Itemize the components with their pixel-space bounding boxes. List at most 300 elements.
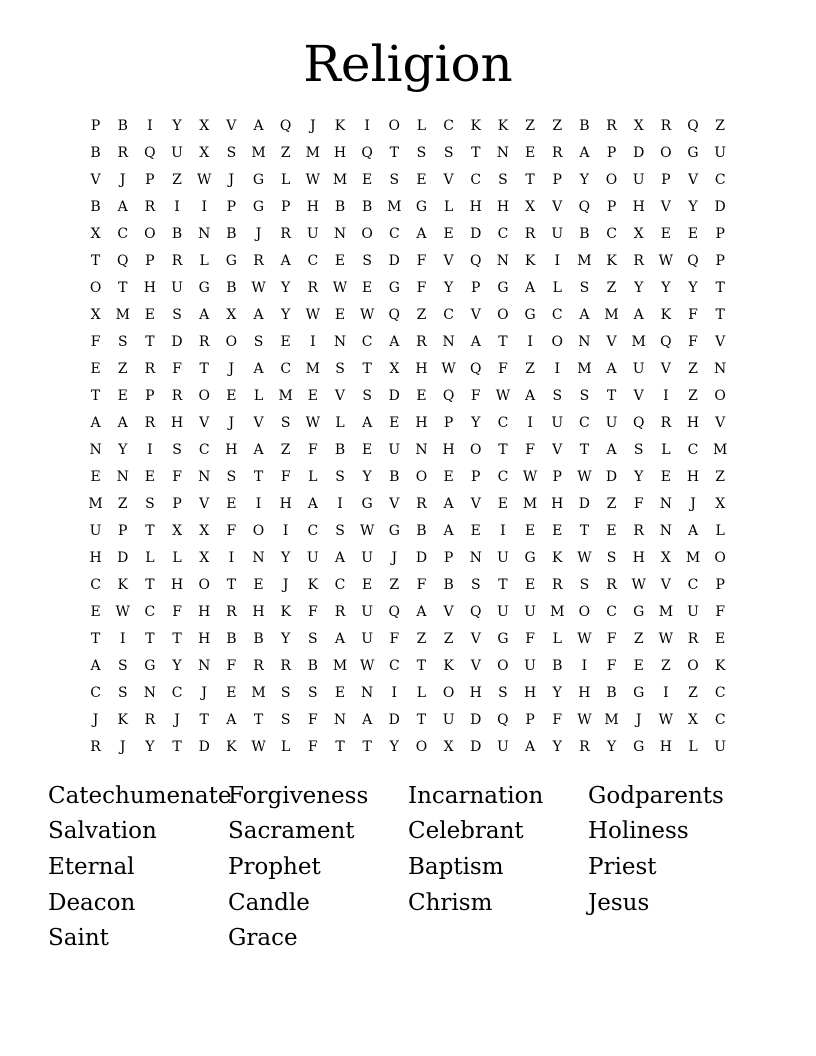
grid-cell: T: [90, 252, 101, 269]
grid-cell: G: [252, 198, 265, 215]
grid-cell: X: [199, 144, 210, 161]
grid-cell: H: [415, 360, 428, 377]
grid-cell: V: [660, 198, 671, 215]
grid-cell: F: [226, 657, 237, 674]
grid-cell: M: [332, 657, 348, 674]
grid-cell: I: [174, 198, 180, 215]
grid-cell: J: [228, 360, 235, 377]
grid-cell: U: [306, 549, 319, 566]
grid-cell: Q: [632, 414, 645, 431]
grid-cell: T: [90, 387, 101, 404]
grid-cell: O: [415, 738, 428, 755]
grid-cell: A: [226, 711, 237, 728]
grid-cell: F: [416, 279, 427, 296]
grid-cell: L: [715, 522, 725, 539]
grid-cell: V: [226, 117, 237, 134]
grid-cell: A: [633, 306, 644, 323]
grid-cell: M: [713, 441, 728, 458]
grid-cell: S: [606, 549, 617, 566]
grid-cell: S: [280, 711, 291, 728]
grid-cell: T: [199, 711, 209, 728]
grid-cell: G: [252, 171, 265, 188]
grid-row: [82, 598, 734, 625]
grid-cell: F: [172, 360, 182, 377]
grid-cell: A: [334, 549, 346, 566]
grid-cell: P: [172, 495, 182, 512]
grid-cell: I: [201, 198, 207, 215]
grid-cell: T: [172, 738, 182, 755]
grid-cell: B: [171, 225, 183, 242]
grid-cell: A: [579, 144, 590, 161]
grid-cell: F: [90, 333, 101, 350]
grid-cell: M: [251, 684, 266, 701]
grid-cell: O: [252, 522, 265, 539]
grid-cell: C: [171, 684, 183, 701]
grid-cell: K: [497, 117, 509, 134]
grid-cell: G: [198, 279, 210, 296]
grid-cell: J: [282, 576, 289, 593]
word-list-item: Holiness: [588, 818, 689, 845]
grid-cell: R: [551, 144, 563, 161]
grid-cell: E: [226, 387, 237, 404]
grid-cell: F: [525, 630, 535, 647]
grid-cell: F: [226, 522, 237, 539]
grid-cell: N: [714, 360, 727, 377]
grid-cell: V: [443, 171, 454, 188]
grid-cell: P: [525, 711, 535, 728]
grid-cell: B: [226, 225, 237, 242]
grid-cell: F: [606, 657, 617, 674]
grid-cell: T: [606, 387, 617, 404]
grid-cell: R: [144, 711, 156, 728]
grid-cell: Y: [281, 279, 291, 296]
grid-cell: J: [391, 549, 398, 566]
grid-cell: A: [389, 333, 400, 350]
word-list-item: Catechumenate: [48, 782, 232, 809]
grid-cell: S: [308, 684, 318, 701]
grid-cell: E: [334, 252, 346, 269]
grid-cell: R: [524, 225, 536, 242]
word-list-item: Celebrant: [408, 818, 524, 845]
grid-cell: F: [688, 333, 698, 350]
grid-cell: H: [198, 630, 211, 647]
grid-cell: O: [442, 684, 455, 701]
grid-cell: O: [578, 603, 591, 620]
grid-cell: T: [145, 576, 155, 593]
grid-cell: P: [606, 198, 617, 215]
grid-cell: W: [658, 252, 674, 269]
grid-cell: L: [552, 630, 562, 647]
word-list-item: Grace: [228, 925, 298, 952]
grid-cell: P: [226, 198, 237, 215]
grid-cell: Y: [634, 279, 644, 296]
grid-cell: X: [90, 225, 101, 242]
grid-cell: Q: [470, 252, 482, 269]
grid-cell: M: [522, 495, 538, 512]
grid-cell: W: [305, 306, 321, 323]
grid-cell: J: [174, 711, 180, 728]
grid-cell: X: [226, 306, 237, 323]
grid-cell: E: [362, 171, 373, 188]
grid-cell: R: [334, 603, 346, 620]
grid-cell: V: [606, 333, 617, 350]
grid-cell: F: [715, 603, 726, 620]
grid-cell: E: [524, 144, 536, 161]
word-list-item: Priest: [588, 853, 657, 880]
grid-cell: R: [198, 333, 210, 350]
grid-cell: M: [305, 144, 320, 161]
grid-cell: N: [578, 333, 591, 350]
grid-cell: Y: [471, 414, 481, 431]
grid-cell: I: [119, 630, 126, 647]
grid-cell: Z: [280, 144, 291, 161]
grid-cell: F: [688, 306, 698, 323]
grid-cell: T: [253, 711, 264, 728]
grid-cell: U: [306, 225, 319, 242]
grid-cell: U: [497, 738, 509, 755]
grid-cell: U: [497, 549, 509, 566]
grid-cell: K: [606, 252, 617, 269]
grid-cell: F: [172, 603, 182, 620]
grid-cell: D: [388, 387, 400, 404]
grid-cell: I: [337, 495, 343, 512]
grid-cell: H: [686, 468, 700, 485]
grid-cell: X: [715, 495, 726, 512]
word-list-row: [48, 778, 768, 814]
grid-cell: W: [359, 522, 375, 539]
grid-row: [82, 409, 734, 436]
grid-cell: T: [118, 279, 128, 296]
word-list-item: Baptism: [408, 853, 504, 880]
grid-cell: S: [443, 144, 454, 161]
grid-cell: O: [470, 441, 482, 458]
grid-cell: E: [687, 225, 699, 242]
grid-cell: A: [117, 414, 128, 431]
grid-cell: N: [143, 684, 157, 701]
grid-cell: J: [255, 225, 262, 242]
grid-row: [82, 220, 734, 247]
grid-cell: V: [389, 495, 400, 512]
grid-cell: R: [171, 387, 183, 404]
grid-cell: D: [388, 711, 400, 728]
grid-cell: M: [278, 387, 293, 404]
grid-cell: O: [89, 279, 102, 296]
grid-cell: Z: [606, 495, 617, 512]
grid-cell: B: [226, 630, 237, 647]
grid-cell: P: [606, 144, 617, 161]
grid-cell: T: [525, 171, 535, 188]
grid-cell: G: [361, 495, 373, 512]
grid-cell: W: [577, 711, 592, 728]
grid-cell: O: [605, 171, 618, 188]
grid-cell: H: [523, 684, 537, 701]
grid-cell: L: [145, 549, 155, 566]
grid-cell: W: [577, 549, 592, 566]
grid-cell: B: [361, 198, 373, 215]
grid-cell: F: [470, 387, 481, 404]
grid-cell: S: [416, 144, 427, 161]
grid-cell: U: [524, 657, 536, 674]
grid-cell: H: [252, 603, 265, 620]
grid-cell: H: [170, 576, 184, 593]
grid-cell: R: [226, 603, 237, 620]
grid-cell: L: [199, 252, 209, 269]
grid-cell: W: [658, 630, 674, 647]
word-list-item: Deacon: [48, 889, 136, 916]
grid-cell: Z: [172, 171, 182, 188]
grid-cell: N: [116, 468, 129, 485]
grid-cell: N: [89, 441, 102, 458]
grid-cell: P: [552, 171, 562, 188]
grid-cell: A: [525, 279, 536, 296]
grid-cell: W: [658, 711, 674, 728]
word-list: [48, 778, 768, 956]
grid-cell: A: [443, 522, 454, 539]
grid-cell: D: [714, 198, 726, 215]
grid-cell: J: [690, 495, 696, 512]
grid-cell: U: [524, 603, 536, 620]
grid-cell: W: [332, 279, 348, 296]
grid-cell: U: [361, 630, 374, 647]
grid-cell: U: [89, 522, 102, 539]
grid-cell: G: [524, 549, 536, 566]
grid-cell: T: [498, 576, 508, 593]
grid-cell: J: [228, 171, 235, 188]
grid-cell: Q: [660, 333, 672, 350]
grid-cell: C: [90, 684, 101, 701]
grid-cell: I: [228, 549, 235, 566]
grid-cell: R: [280, 225, 291, 242]
grid-cell: U: [171, 144, 183, 161]
grid-cell: I: [554, 252, 560, 269]
grid-cell: X: [90, 306, 101, 323]
grid-cell: I: [554, 360, 560, 377]
grid-row: [82, 328, 734, 355]
grid-cell: O: [660, 144, 672, 161]
grid-cell: E: [660, 468, 671, 485]
grid-cell: O: [144, 225, 156, 242]
grid-cell: P: [118, 522, 128, 539]
grid-cell: Z: [416, 306, 427, 323]
grid-cell: S: [362, 252, 372, 269]
grid-row: [82, 355, 734, 382]
grid-cell: F: [498, 360, 508, 377]
grid-cell: S: [579, 576, 590, 593]
grid-cell: B: [334, 198, 346, 215]
grid-cell: A: [307, 495, 318, 512]
grid-cell: V: [443, 252, 454, 269]
word-list-row: [48, 885, 768, 921]
grid-cell: L: [335, 414, 345, 431]
grid-cell: P: [471, 279, 481, 296]
grid-cell: U: [632, 171, 645, 188]
grid-cell: Y: [661, 279, 671, 296]
word-list-item: Eternal: [48, 853, 135, 880]
word-list-item: Candle: [228, 889, 310, 916]
word-list-item: Prophet: [228, 853, 321, 880]
grid-cell: M: [115, 306, 130, 323]
grid-cell: E: [280, 333, 291, 350]
grid-row: [82, 706, 734, 733]
grid-cell: M: [631, 333, 646, 350]
grid-cell: T: [389, 144, 399, 161]
grid-cell: H: [198, 603, 211, 620]
grid-cell: G: [633, 603, 645, 620]
grid-cell: F: [389, 630, 400, 647]
grid-cell: Q: [144, 144, 156, 161]
grid-cell: I: [282, 522, 289, 539]
grid-cell: S: [498, 684, 508, 701]
grid-cell: M: [251, 144, 266, 161]
grid-cell: Q: [388, 603, 401, 620]
grid-cell: X: [172, 522, 183, 539]
grid-row: [82, 679, 734, 706]
grid-cell: L: [308, 468, 318, 485]
grid-cell: D: [198, 738, 210, 755]
grid-cell: O: [388, 117, 401, 134]
grid-cell: S: [172, 306, 182, 323]
grid-cell: P: [471, 468, 481, 485]
grid-cell: Z: [525, 360, 535, 377]
grid-cell: V: [552, 441, 563, 458]
grid-cell: Y: [118, 441, 128, 458]
grid-cell: W: [305, 414, 321, 431]
grid-cell: R: [633, 522, 644, 539]
grid-cell: B: [579, 117, 590, 134]
grid-cell: T: [145, 333, 155, 350]
grid-cell: A: [280, 252, 291, 269]
grid-cell: V: [687, 171, 699, 188]
grid-cell: X: [199, 117, 210, 134]
grid-cell: C: [579, 414, 590, 431]
grid-cell: A: [362, 414, 373, 431]
grid-cell: S: [117, 657, 128, 674]
grid-cell: S: [389, 171, 400, 188]
grid-cell: O: [225, 333, 238, 350]
grid-cell: L: [661, 441, 671, 458]
grid-cell: V: [470, 495, 481, 512]
grid-cell: Q: [116, 252, 129, 269]
grid-cell: E: [389, 414, 400, 431]
grid-cell: F: [307, 441, 318, 458]
grid-cell: R: [633, 252, 644, 269]
grid-cell: H: [686, 414, 700, 431]
grid-cell: C: [606, 603, 617, 620]
grid-row: [82, 517, 734, 544]
grid-cell: U: [714, 738, 727, 755]
grid-cell: I: [663, 684, 669, 701]
grid-cell: G: [497, 279, 509, 296]
grid-cell: K: [334, 117, 346, 134]
grid-cell: W: [631, 576, 646, 593]
grid-cell: P: [280, 198, 291, 215]
grid-cell: B: [226, 279, 237, 296]
grid-cell: M: [577, 360, 592, 377]
grid-cell: G: [388, 279, 400, 296]
grid-cell: W: [577, 630, 592, 647]
grid-cell: R: [144, 198, 156, 215]
grid-cell: U: [714, 144, 727, 161]
grid-row: [82, 274, 734, 301]
grid-cell: R: [416, 495, 427, 512]
grid-row: [82, 544, 734, 571]
grid-cell: R: [660, 117, 672, 134]
grid-cell: I: [500, 522, 506, 539]
grid-cell: O: [415, 468, 428, 485]
grid-cell: B: [334, 441, 346, 458]
grid-row: [82, 139, 734, 166]
grid-cell: H: [333, 144, 347, 161]
grid-cell: E: [90, 603, 101, 620]
grid-cell: A: [334, 630, 346, 647]
grid-cell: Q: [388, 306, 401, 323]
grid-cell: Z: [660, 657, 671, 674]
grid-cell: Z: [715, 468, 726, 485]
grid-cell: C: [280, 360, 292, 377]
grid-cell: A: [90, 657, 101, 674]
grid-cell: E: [334, 306, 346, 323]
grid-cell: J: [201, 684, 208, 701]
grid-cell: B: [307, 657, 318, 674]
grid-cell: S: [226, 144, 237, 161]
grid-cell: C: [714, 711, 726, 728]
grid-cell: P: [443, 549, 454, 566]
grid-cell: C: [497, 225, 509, 242]
grid-cell: Z: [117, 360, 128, 377]
grid-cell: N: [198, 468, 211, 485]
grid-cell: E: [660, 225, 671, 242]
grid-cell: U: [551, 414, 564, 431]
grid-cell: L: [281, 171, 291, 188]
grid-cell: T: [715, 279, 725, 296]
grid-cell: O: [714, 387, 726, 404]
grid-cell: G: [497, 630, 509, 647]
grid-cell: Y: [579, 171, 590, 188]
grid-cell: E: [253, 576, 264, 593]
grid-cell: F: [633, 495, 644, 512]
grid-cell: K: [714, 657, 726, 674]
grid-cell: M: [577, 252, 592, 269]
grid-cell: V: [253, 414, 264, 431]
grid-cell: K: [552, 549, 563, 566]
grid-cell: E: [470, 522, 481, 539]
grid-cell: J: [119, 738, 126, 755]
grid-cell: T: [579, 522, 590, 539]
grid-cell: R: [606, 576, 617, 593]
grid-cell: G: [633, 738, 645, 755]
grid-cell: N: [333, 333, 347, 350]
grid-cell: X: [633, 117, 644, 134]
grid-cell: Z: [688, 684, 698, 701]
grid-cell: D: [415, 549, 428, 566]
grid-cell: H: [306, 198, 319, 215]
grid-cell: F: [525, 441, 535, 458]
grid-cell: H: [89, 549, 102, 566]
grid-cell: U: [497, 603, 509, 620]
grid-cell: X: [443, 738, 454, 755]
grid-cell: T: [199, 360, 209, 377]
grid-cell: R: [280, 657, 291, 674]
grid-cell: D: [470, 738, 482, 755]
grid-cell: O: [497, 657, 509, 674]
grid-cell: V: [90, 171, 101, 188]
grid-cell: N: [469, 549, 482, 566]
grid-cell: N: [361, 684, 374, 701]
grid-cell: W: [359, 306, 375, 323]
grid-cell: G: [633, 684, 645, 701]
grid-row: [82, 166, 734, 193]
grid-cell: W: [251, 738, 266, 755]
